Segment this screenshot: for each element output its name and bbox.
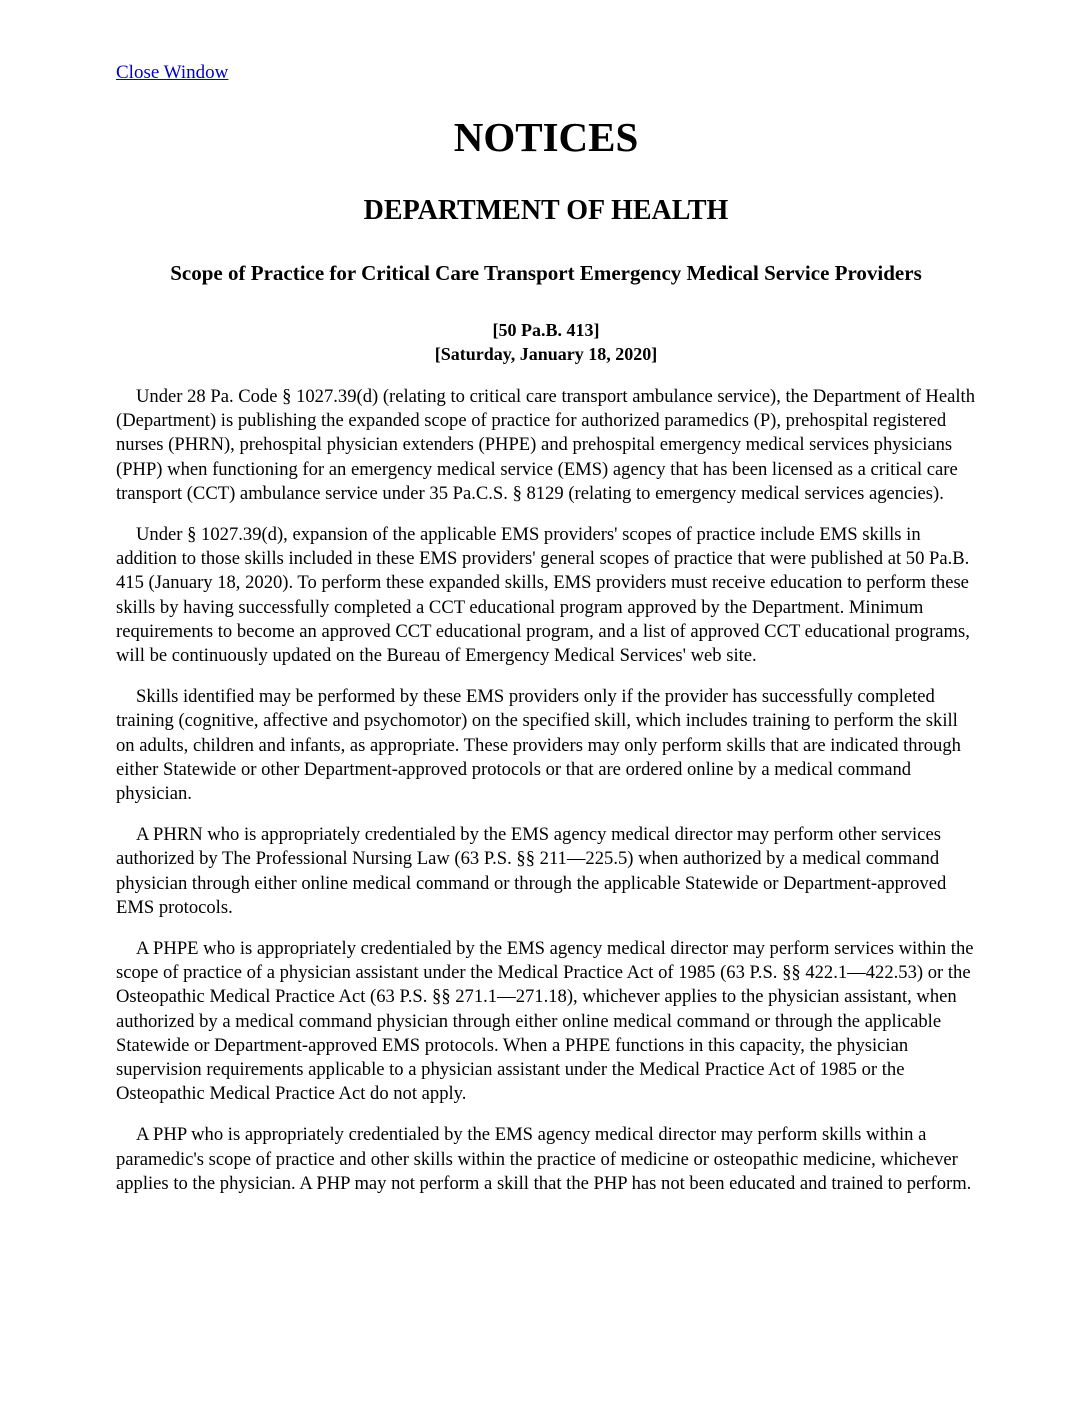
- page-title: NOTICES: [453, 114, 639, 160]
- paragraph: A PHPE who is appropriately credentialed by the EMS agency medical director may perform services within the scope of practice of a physician assistant under the Medical Practice Act of 1985 (63 P.S. §§ 422.1—422.53) or the Osteopathic Medical Practice Act (63 P.S. §§ 271.1—271.18), whichever applies to the physician assistant, when authorized by a medical command physician through either online medical command or through the applicable Statewide or Department-approved EMS protocols. When a PHPE functions in this capacity, the physician supervision requirements applicable to a physician assistant under the Medical Practice Act of 1985 or the Osteopathic Medical Practice Act do not apply.: [116, 938, 974, 1105]
- citation-block: [116, 318, 976, 366]
- paragraph: Under 28 Pa. Code § 1027.39(d) (relating to critical care transport ambulance service), the Department of Health (Department) is publishing the expanded scope of practice for authorized paramedics (P), prehospital registered nurses (PHRN), prehospital physician extenders (PHPE) and prehospital emergency medical services physicians (PHP) when functioning for an emergency medical service (EMS) agency that has been licensed as a critical care transport (CCT) ambulance service under 35 Pa.C.S. § 8129 (relating to emergency medical services agencies).: [116, 386, 975, 504]
- department-heading: DEPARTMENT OF HEALTH: [363, 195, 729, 226]
- notice-body: [116, 385, 976, 1196]
- publication-date: [Saturday, January 18, 2020]: [434, 344, 658, 364]
- notice-heading: Scope of Practice for Critical Care Transport Emergency Medical Service Providers: [170, 261, 922, 285]
- paragraph: A PHRN who is appropriately credentialed by the EMS agency medical director may perform other services authorized by The Professional Nursing Law (63 P.S. §§ 211—225.5) when authorized by a medical command physician through either online medical command or through the applicable Statewide or Department-approved EMS protocols.: [116, 824, 947, 918]
- paragraph: Under § 1027.39(d), expansion of the applicable EMS providers' scopes of practice include EMS skills in addition to those skills included in these EMS providers' general scopes of practice that were published at 50 Pa.B. 415 (January 18, 2020). To perform these expanded skills, EMS providers must receive education to perform these skills by having successfully completed a CCT educational program approved by the Department. Minimum requirements to become an approved CCT educational program, and a list of approved CCT educational programs, will be continuously updated on the Bureau of Emergency Medical Services' web site.: [116, 524, 970, 667]
- paragraph: A PHP who is appropriately credentialed by the EMS agency medical director may perform skills within a paramedic's scope of practice and other skills within the practice of medicine or osteopathic medicine, whichever applies to the physician. A PHP may not perform a skill that the PHP has not been educated and trained to perform.: [116, 1124, 972, 1194]
- close-window-link[interactable]: Close Window: [116, 62, 229, 83]
- paragraph: Skills identified may be performed by these EMS providers only if the provider has successfully completed training (cognitive, affective and psychomotor) on the specified skill, which includes training to perform the skill on adults, children and infants, as appropriate. These providers may only perform skills that are indicated through either Statewide or other Department-approved protocols or that are ordered online by a medical command physician.: [116, 686, 961, 805]
- citation: [50 Pa.B. 413]: [492, 320, 600, 340]
